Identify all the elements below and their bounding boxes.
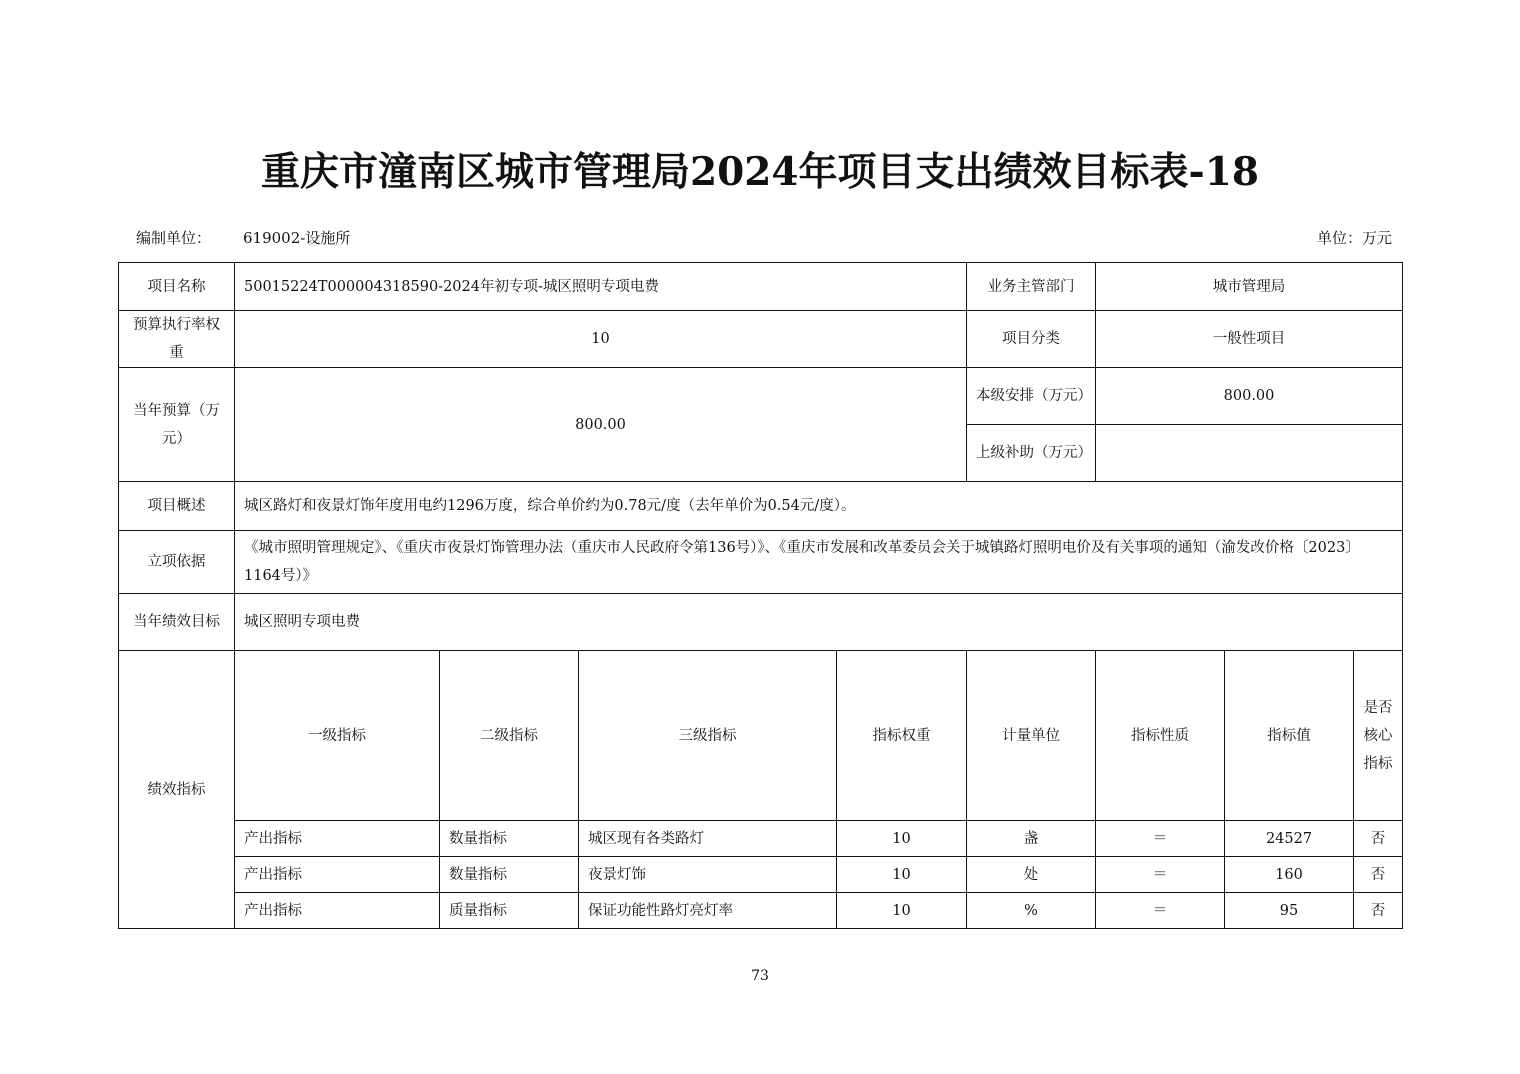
header-core: 是否核心指标 (1354, 651, 1403, 821)
row1-level2: 数量指标 (440, 821, 579, 857)
row1-core: 否 (1354, 821, 1403, 857)
category-value: 一般性项目 (1096, 311, 1403, 368)
upper-funding-value (1096, 425, 1403, 482)
row-basis (119, 531, 1403, 594)
row1-level3: 城区现有各类路灯 (579, 821, 837, 857)
row-budget-rate (119, 311, 1403, 368)
header-level3: 三级指标 (579, 651, 837, 821)
annual-budget-value: 800.00 (235, 368, 967, 482)
row1-value: 24527 (1225, 821, 1354, 857)
row3-level1: 产出指标 (235, 893, 440, 929)
annual-budget-label: 当年预算（万元） (119, 368, 235, 482)
header-value: 指标值 (1225, 651, 1354, 821)
header-level1: 一级指标 (235, 651, 440, 821)
indicator-header-row (119, 651, 1403, 821)
row-goal (119, 594, 1403, 651)
row1-level1: 产出指标 (235, 821, 440, 857)
category-label: 项目分类 (967, 311, 1096, 368)
row-overview (119, 482, 1403, 531)
overview-value: 城区路灯和夜景灯饰年度用电约1296万度，综合单价约为0.78元/度（去年单价为0.54元/度）。 (235, 482, 1403, 531)
overview-label: 项目概述 (119, 482, 235, 531)
header-weight: 指标权重 (837, 651, 967, 821)
row2-weight: 10 (837, 857, 967, 893)
row2-level2: 数量指标 (440, 857, 579, 893)
row1-nature: ＝ (1096, 821, 1225, 857)
page-title: 重庆市潼南区城市管理局2024年项目支出绩效目标表-18 (260, 149, 1259, 195)
basis-label: 立项依据 (119, 531, 235, 594)
row2-core: 否 (1354, 857, 1403, 893)
project-name-label: 项目名称 (119, 263, 235, 311)
dept-label: 业务主管部门 (967, 263, 1096, 311)
local-funding-label: 本级安排（万元） (967, 368, 1096, 425)
row-project-name (119, 263, 1403, 311)
row3-level2: 质量指标 (440, 893, 579, 929)
row3-core: 否 (1354, 893, 1403, 929)
row3-level3: 保证功能性路灯亮灯率 (579, 893, 837, 929)
table-row (119, 821, 1403, 857)
row2-value: 160 (1225, 857, 1354, 893)
header-nature: 指标性质 (1096, 651, 1225, 821)
org-value: 619002-设施所 (243, 229, 351, 247)
header-unit: 计量单位 (967, 651, 1096, 821)
row3-unit: % (967, 893, 1096, 929)
row2-nature: ＝ (1096, 857, 1225, 893)
basis-value: 《城市照明管理规定》、《重庆市夜景灯饰管理办法（重庆市人民政府令第136号）》、《重庆市发展和改革委员会关于城镇路灯照明电价及有关事项的通知（渝发改价格〔2023〕1164号）》 (235, 531, 1403, 594)
goal-label: 当年绩效目标 (119, 594, 235, 651)
row3-value: 95 (1225, 893, 1354, 929)
row1-weight: 10 (837, 821, 967, 857)
upper-funding-label: 上级补助（万元） (967, 425, 1096, 482)
row2-unit: 处 (967, 857, 1096, 893)
page-number: 73 (751, 968, 769, 984)
row-annual-budget (119, 368, 1403, 425)
table-row (119, 893, 1403, 929)
row3-nature: ＝ (1096, 893, 1225, 929)
dept-value: 城市管理局 (1096, 263, 1403, 311)
table-row (119, 857, 1403, 893)
local-funding-value: 800.00 (1096, 368, 1403, 425)
budget-rate-value: 10 (235, 311, 967, 368)
performance-table (118, 262, 1403, 929)
budget-rate-label: 预算执行率权重 (119, 311, 235, 368)
project-name-value: 50015224T000004318590-2024年初专项-城区照明专项电费 (235, 263, 967, 311)
row2-level3: 夜景灯饰 (579, 857, 837, 893)
row1-unit: 盏 (967, 821, 1096, 857)
header-level2: 二级指标 (440, 651, 579, 821)
indicators-section-label: 绩效指标 (119, 651, 235, 929)
row3-weight: 10 (837, 893, 967, 929)
org-label: 编制单位： (136, 229, 212, 247)
unit-label: 单位：万元 (1316, 229, 1392, 247)
row2-level1: 产出指标 (235, 857, 440, 893)
goal-value: 城区照明专项电费 (235, 594, 1403, 651)
